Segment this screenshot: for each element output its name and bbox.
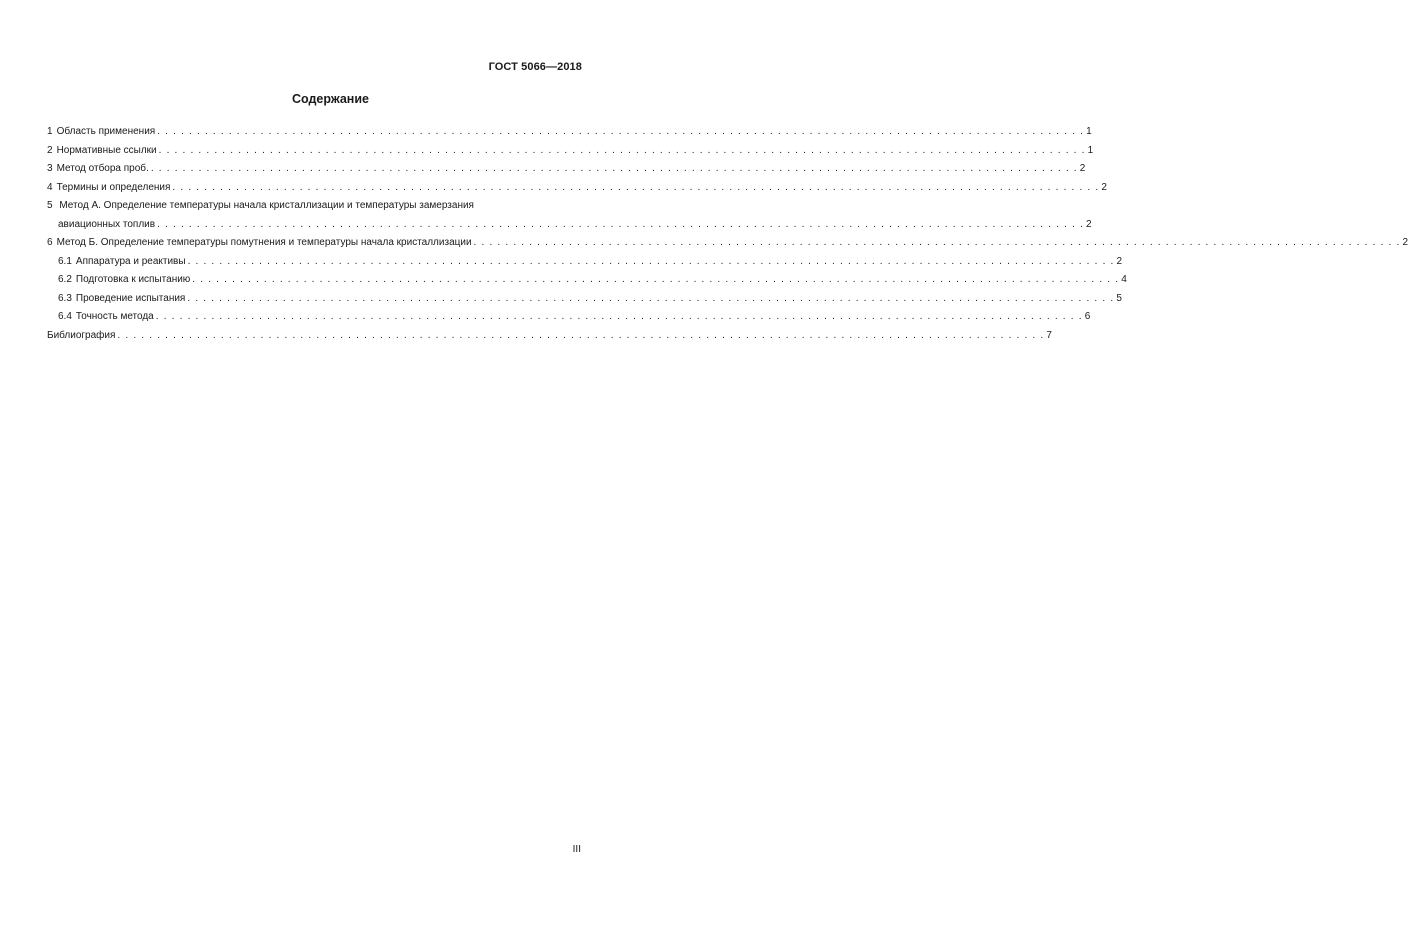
toc-entry-number: 6.2 xyxy=(58,274,72,285)
toc-entry-bibliography[interactable] xyxy=(47,327,1052,346)
toc-leader-dots: . . . . . . . . . . . . . . . . . . . . . . . . . . . . . . . . . . . . . . . . . . . . . . . . . . . . . . . . . . . . . . . . . . . . . . . . . . . . . . . . . . . . . . . . . . . . . . . . . . . . . . . . . . . . . . . . . . . . . xyxy=(187,292,1115,304)
toc-entry-number: 1 xyxy=(47,126,53,137)
toc-subentry[interactable] xyxy=(47,290,1122,309)
toc-leader-dots: . . . . . . . . . . . . . . . . . . . . . . . . . . . . . . . . . . . . . . . . . . . . . . . . . . . . . . . . . . . . . . . . . . . . . . . . . . . . . . . . . . . . . . . . . . . . . . . . . . . . . . . . . . . . . . . . . . . . . xyxy=(117,329,1045,341)
toc-entry[interactable] xyxy=(47,197,1092,234)
toc-entry-page: 4 xyxy=(1121,274,1127,285)
toc-leader-dots: . . . . . . . . . . . . . . . . . . . . . . . . . . . . . . . . . . . . . . . . . . . . . . . . . . . . . . . . . . . . . . . . . . . . . . . . . . . . . . . . . . . . . . . . . . . . . . . . . . . . . . . . . . . . . . . . . . . . . xyxy=(172,181,1100,193)
toc-entry-page: 1 xyxy=(1087,144,1094,156)
toc-entry-page: 6 xyxy=(1084,311,1091,322)
toc-title: Содержание xyxy=(291,92,369,106)
toc-entry-title: Метод Б. Определение температуры помутнения и температуры начала кристаллизации xyxy=(56,237,472,248)
toc-entry[interactable] xyxy=(47,234,1408,253)
toc-entry-title-continued: авиационных топлив xyxy=(58,218,156,230)
toc-leader-dots: . . . . . . . . . . . . . . . . . . . . . . . . . . . . . . . . . . . . . . . . . . . . . . . . . . . . . . . . . . . . . . . . . . . . . . . . . . . . . . . . . . . . . . . . . . . . . . . . . . . . . . . . . . . . . . . . . . . . . xyxy=(187,255,1115,267)
toc-entry[interactable] xyxy=(47,123,1092,142)
toc-entry-number: 6.3 xyxy=(58,292,72,304)
toc-leader-dots: . . . . . . . . . . . . . . . . . . . . . . . . . . . . . . . . . . . . . . . . . . . . . . . . . . . . . . . . . . . . . . . . . . . . . . . . . . . . . . . . . . . . . . . . . . . . . . . . . . . . . . . . . . . . . . . . . . . . . xyxy=(192,274,1120,285)
toc-entry-title: Термины и определения xyxy=(56,181,171,193)
toc-entry-title: Библиография xyxy=(47,329,116,341)
toc-entry-number: 6.1 xyxy=(58,255,72,267)
toc-entry-title: Нормативные ссылки xyxy=(56,144,157,156)
toc-subentry[interactable] xyxy=(47,308,1091,327)
toc-entry-page: 2 xyxy=(1101,181,1107,193)
toc-leader-dots: . . . . . . . . . . . . . . . . . . . . . . . . . . . . . . . . . . . . . . . . . . . . . . . . . . . . . . . . . . . . . . . . . . . . . . . . . . . . . . . . . . . . . . . . . . . . . . . . . . . . . . . . . . . . . . . . . . . . . xyxy=(150,163,1078,174)
toc-entry-title: Область применения xyxy=(56,126,156,137)
toc-leader-dots: . . . . . . . . . . . . . . . . . . . . . . . . . . . . . . . . . . . . . . . . . . . . . . . . . . . . . . . . . . . . . . . . . . . . . . . . . . . . . . . . . . . . . . . . . . . . . . . . . . . . . . . . . . . . . . . . . . . . . xyxy=(158,144,1086,156)
toc-entry[interactable] xyxy=(47,142,1094,161)
toc-entry-number: 6.4 xyxy=(58,311,72,322)
toc-entry-page: 2 xyxy=(1402,237,1408,248)
toc-entry-page: 5 xyxy=(1116,292,1122,304)
toc-entry-title: Метод А. Определение температуры начала кристаллизации и температуры замерзания xyxy=(59,200,474,211)
toc-subentry[interactable] xyxy=(47,271,1127,290)
toc-subentry[interactable] xyxy=(47,253,1123,272)
toc-entry-title: Метод отбора проб. xyxy=(56,163,149,174)
toc-leader-dots: . . . . . . . . . . . . . . . . . . . . . . . . . . . . . . . . . . . . . . . . . . . . . . . . . . . . . . . . . . . . . . . . . . . . . . . . . . . . . . . . . . . . . . . . . . . . . . . . . . . . . . . . . . . . . . . . . . . . . xyxy=(157,218,1085,230)
toc-entry[interactable] xyxy=(47,179,1107,198)
toc-entry-number: 5 xyxy=(47,200,53,211)
toc-entry-page: 2 xyxy=(1086,218,1092,230)
toc-entry-title: Аппаратура и реактивы xyxy=(75,255,186,267)
toc-entry-page: 2 xyxy=(1079,163,1086,174)
toc-entry-page: 2 xyxy=(1116,255,1123,267)
toc-entry[interactable] xyxy=(47,160,1086,179)
toc-entry-number: 6 xyxy=(47,237,53,248)
standard-code: ГОСТ 5066—2018 xyxy=(488,61,582,73)
toc-leader-dots: . . . . . . . . . . . . . . . . . . . . . . . . . . . . . . . . . . . . . . . . . . . . . . . . . . . . . . . . . . . . . . . . . . . . . . . . . . . . . . . . . . . . . . . . . . . . . . . . . . . . . . . . . . . . . . . . . . . . . xyxy=(473,237,1401,248)
page-number: III xyxy=(572,844,581,855)
toc-entry-number: 2 xyxy=(47,144,53,156)
toc-entry-number: 4 xyxy=(47,181,53,193)
toc-entry-page: 7 xyxy=(1046,329,1052,341)
toc-entry-number: 3 xyxy=(47,163,53,174)
toc-entry-page: 1 xyxy=(1086,126,1092,137)
toc-entry-title: Проведение испытания xyxy=(75,292,186,304)
toc-entry-title: Подготовка к испытанию xyxy=(75,274,191,285)
table-of-contents xyxy=(47,123,1408,345)
toc-leader-dots: . . . . . . . . . . . . . . . . . . . . . . . . . . . . . . . . . . . . . . . . . . . . . . . . . . . . . . . . . . . . . . . . . . . . . . . . . . . . . . . . . . . . . . . . . . . . . . . . . . . . . . . . . . . . . . . . . . . . . xyxy=(155,311,1083,322)
toc-entry-title: Точность метода xyxy=(75,311,154,322)
toc-leader-dots: . . . . . . . . . . . . . . . . . . . . . . . . . . . . . . . . . . . . . . . . . . . . . . . . . . . . . . . . . . . . . . . . . . . . . . . . . . . . . . . . . . . . . . . . . . . . . . . . . . . . . . . . . . . . . . . . . . . . . xyxy=(157,126,1085,137)
